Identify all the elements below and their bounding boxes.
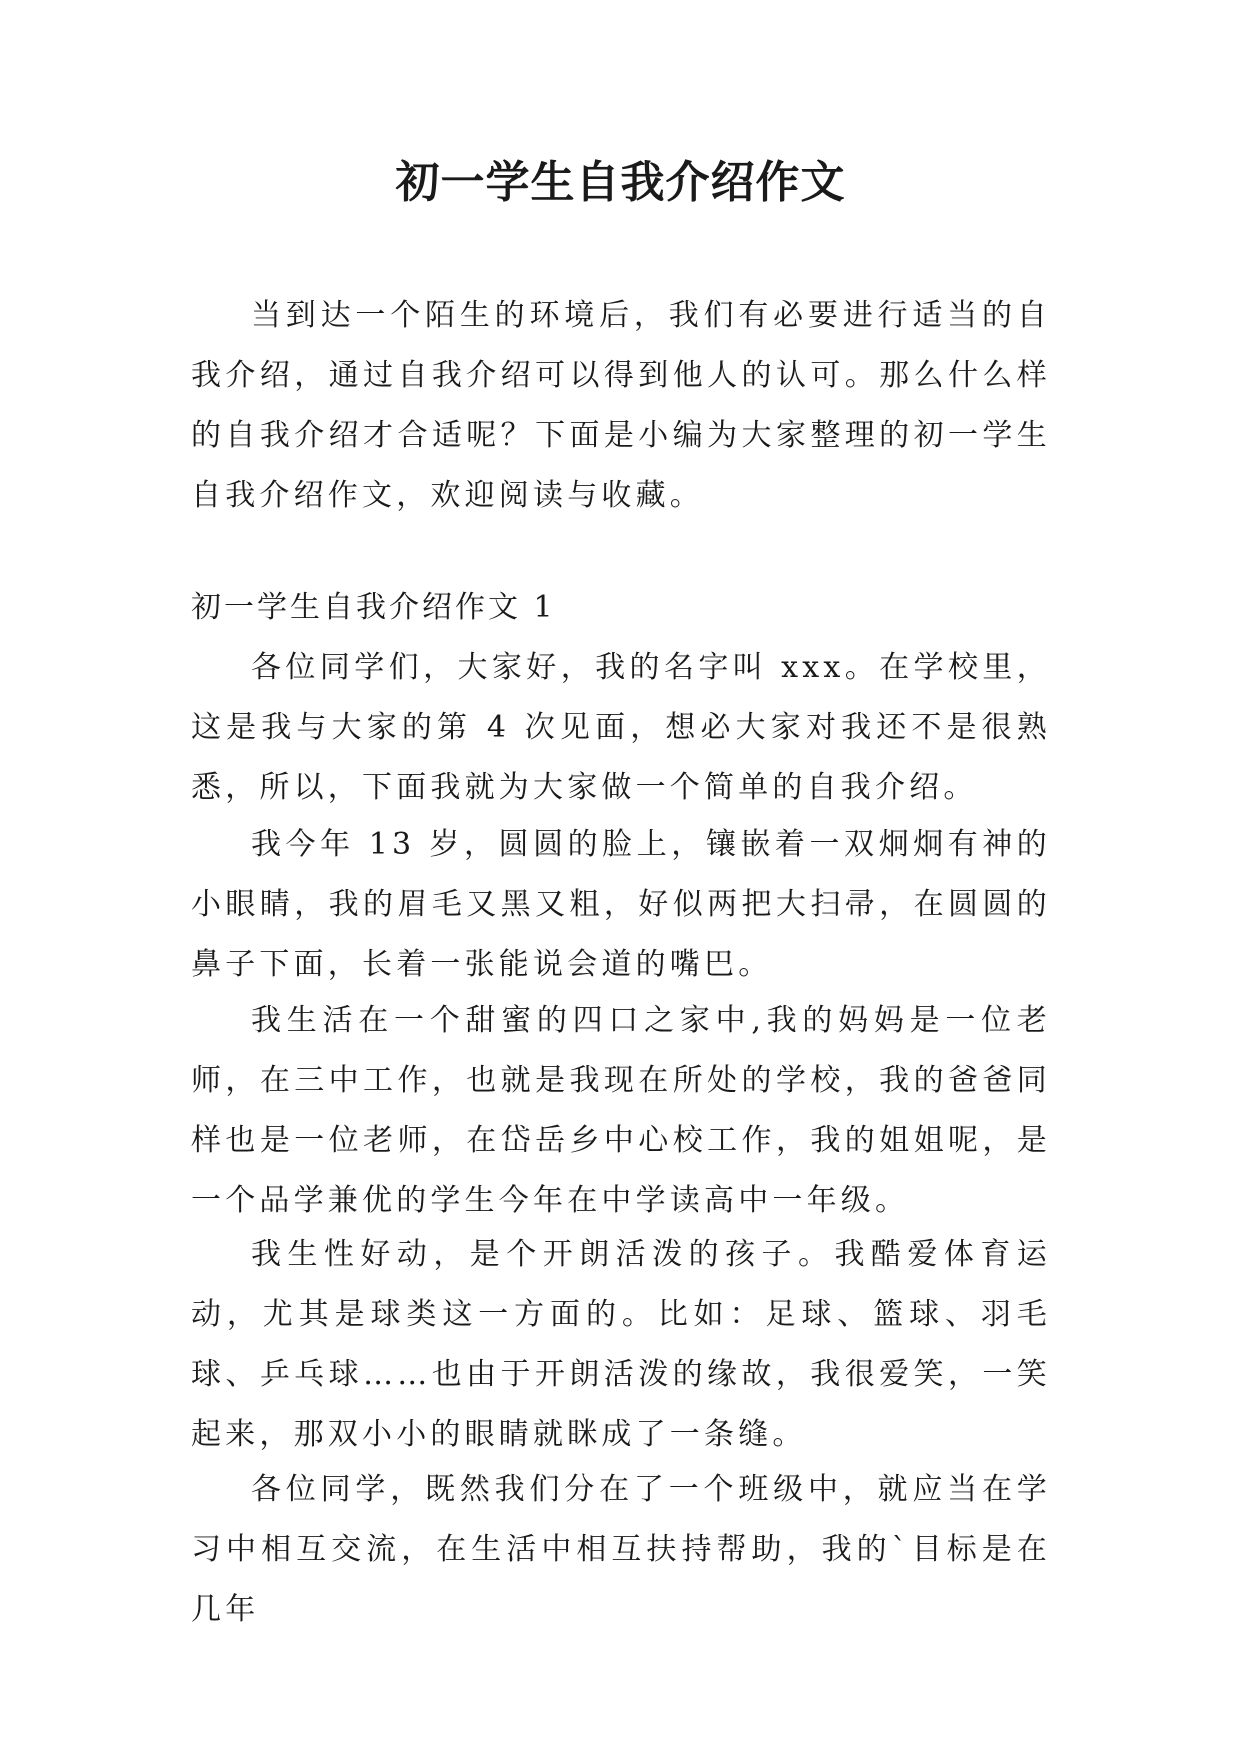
body-paragraph-1: 各位同学们，大家好，我的名字叫 xxx。在学校里，这是我与大家的第 4 次见面，想必大家对我还不是很熟悉，所以，下面我就为大家做一个简单的自我介绍。 (191, 650, 1051, 805)
body-paragraph-3: 我生活在一个甜蜜的四口之家中,我的妈妈是一位老师，在三中工作，也就是我现在所处的学校，我的爸爸同样也是一位老师，在岱岳乡中心校工作，我的姐姐呢，是一个品学兼优的学生今年在中学读高中一年级。 (191, 1003, 1051, 1218)
body-paragraph-4: 我生性好动，是个开朗活泼的孩子。我酷爱体育运动，尤其是球类这一方面的。比如：足球、篮球、羽毛球、乒乓球……也由于开朗活泼的缘故，我很爱笑，一笑起来，那双小小的眼睛就眯成了一条缝。 (191, 1237, 1051, 1452)
body-paragraph-2: 我今年 13 岁，圆圆的脸上，镶嵌着一双炯炯有神的小眼睛，我的眉毛又黑又粗，好似两把大扫帚，在圆圆的鼻子下面，长着一张能说会道的嘴巴。 (191, 827, 1051, 982)
intro-paragraph: 当到达一个陌生的环境后，我们有必要进行适当的自我介绍，通过自我介绍可以得到他人的认可。那么什么样的自我介绍才合适呢？下面是小编为大家整理的初一学生自我介绍作文，欢迎阅读与收藏。 (191, 298, 1051, 513)
document-title: 初一学生自我介绍作文 (395, 157, 846, 208)
section-heading: 初一学生自我介绍作文 1 (191, 590, 556, 625)
body-paragraph-5: 各位同学，既然我们分在了一个班级中，就应当在学习中相互交流，在生活中相互扶持帮助，我的`目标是在几年 (191, 1472, 1051, 1627)
